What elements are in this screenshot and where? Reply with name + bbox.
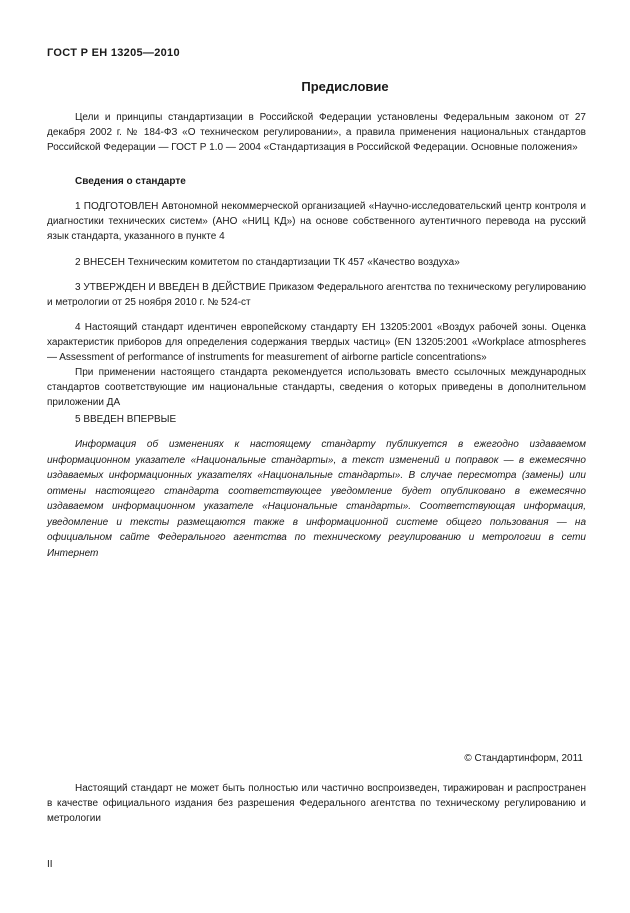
item-4-note: При применении настоящего стандарта рекомендуется использовать вместо ссылочных международных стандартов соответствующие им национальные стандарты, сведения о которых приведены в дополнительном приложении ДА — [47, 367, 586, 408]
info-paragraph: Информация об изменениях к настоящему стандарту публикуется в ежегодно издаваемом информационном указателе «Национальные стандарты», а текст изменений и поправок — в ежемесячно издаваемых информационных указателях «Национальные стандарты». В случае пересмотра (замены) или отмены настоящего стандарта соответствующее уведомление будет опубликовано в ежемесячно издаваемом информационном указателе «Национальные стандарты». Соответствующая информация, уведомление и тексты размещаются также в информационной системе общего пользования — на официальном сайте Федерального агентства по техническому регулированию и метрологии в сети Интернет — [47, 439, 586, 559]
page-title-text: Предисловие — [301, 79, 389, 94]
item-1: 1 ПОДГОТОВЛЕН Автономной некоммерческой организацией «Научно-исследовательский центр контроля и диагностики технических систем» (АНО «НИЦ КД») на основе собственного аутентичного перевода на русский язык стандарта, указанного в пункте 4 — [47, 201, 586, 242]
page-title — [0, 79, 630, 94]
section-heading: Сведения о стандарте — [75, 176, 186, 187]
item-4: 4 Настоящий стандарт идентичен европейскому стандарту ЕН 13205:2001 «Воздух рабочей зоны. Оценка характеристик приборов для определения содержания твердых частиц» (EN 13205:2001 «Workplace atmospheres — Assessment of performance of instruments for measurement of airborne particle concentrations» — [47, 322, 586, 363]
intro-paragraph: Цели и принципы стандартизации в Российской Федерации установлены Федеральным законом от 27 декабря 2002 г. № 184-ФЗ «О техническом регулировании», а правила применения национальных стандартов Российской Федерации — ГОСТ Р 1.0 — 2004 «Стандартизация в Российской Федерации. Основные положения» — [47, 112, 586, 153]
item-2: 2 ВНЕСЕН Техническим комитетом по стандартизации ТК 457 «Качество воздуха» — [75, 257, 460, 268]
document-code: ГОСТ Р ЕН 13205—2010 — [47, 47, 180, 59]
copyright: © Стандартинформ, 2011 — [464, 753, 583, 764]
page-number: II — [47, 859, 53, 870]
item-3: 3 УТВЕРЖДЕН И ВВЕДЕН В ДЕЙСТВИЕ Приказом Федерального агентства по техническому регулированию и метрологии от 25 ноября 2010 г. № 524-ст — [47, 282, 586, 308]
reproduction-notice: Настоящий стандарт не может быть полностью или частично воспроизведен, тиражирован и распространен в качестве официального издания без разрешения Федерального агентства по техническому регулированию и метрологии — [47, 783, 586, 824]
item-5: 5 ВВЕДЕН ВПЕРВЫЕ — [75, 414, 177, 425]
